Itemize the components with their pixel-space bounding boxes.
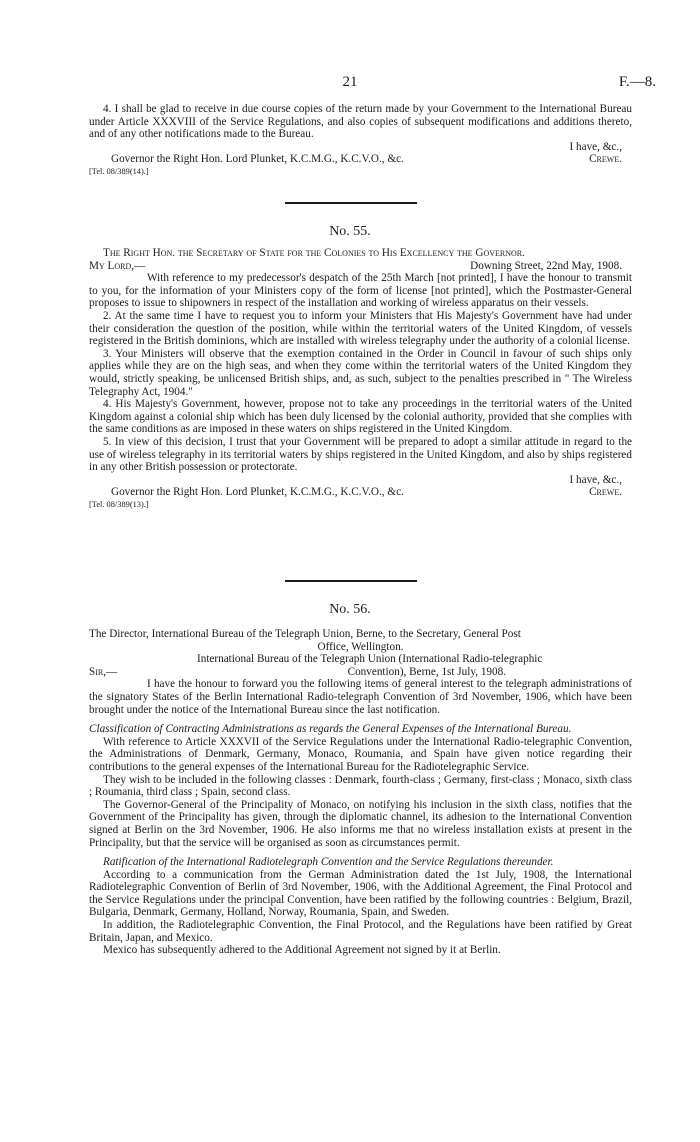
section-divider-2 (285, 580, 417, 582)
section-divider-1 (285, 202, 417, 204)
letter-56-salutation-row (89, 666, 632, 679)
letter-54-closing: I have, &c., (569, 140, 622, 153)
section-1-para-1: With reference to Article XXXVII of the Service Regulations under the International Radio-telegraphic Convention, the Administrations of Denmark, Germany, Monaco, Roumania, and Spain have given notice regarding their contributions to the general expenses of the International Bureau for the Radiotelegraphic Service. (89, 735, 632, 773)
letter-55-para-1: With reference to my predecessor's despatch of the 25th March [not printed], I have the honour to transmit to you, for the information of your Ministers copy of the form of license [not printed], which the Postmaster-General proposes to issue to shipowners in respect of the installation and working of wireless apparatus on their vessels. (89, 272, 632, 310)
letter-55-addressee: Governor the Right Hon. Lord Plunket, K.C.M.G., K.C.V.O., &c. (111, 486, 404, 499)
letter-55-salutation-row (89, 260, 632, 273)
letter-54-tel-ref: [Tel. 08/389(14).] (89, 166, 149, 176)
letter-55-salutation: My Lord,— (89, 259, 146, 272)
letter-54-addressee: Governor the Right Hon. Lord Plunket, K.C.M.G., K.C.V.O., &c. (111, 153, 404, 166)
letter-56-salutation: Sir,— (89, 665, 118, 678)
section-2-para-2: In addition, the Radiotelegraphic Convention, the Final Protocol, and the Regulations have been ratified by Great Britain, Japan, and Mexico. (89, 919, 632, 944)
letter-55-para-5: 5. In view of this decision, I trust that your Government will be prepared to adopt a similar attitude in regard to the use of wireless telegraphy in its territorial waters by ships registered in the United Kingdom, and also by ships registered in any other British possession or protectorate. (89, 435, 632, 474)
letter-55-para-2: 2. At the same time I have to request you to inform your Ministers that His Majesty's Government have had under their consideration the question of the position, while within the territorial waters of the United Kingdom, of vessels registered in the British dominions, which are installed with wireless telegraphy under the authority of a colonial license. (89, 309, 632, 348)
letter-55-closing: I have, &c., (569, 473, 622, 486)
section-1-para-2: They wish to be included in the following classes : Denmark, fourth-class ; Germany, first-class ; Monaco, sixth class ; Roumania, third class ; Spain, second class. (89, 773, 632, 799)
letter-56-intro-line-2: Office, Wellington. (317, 640, 404, 653)
letter-54-signature: Crewe. (589, 153, 622, 166)
page-number: 21 (342, 74, 358, 90)
letter-56-heading: No. 56. (329, 602, 371, 617)
letter-55-place-date: Downing Street, 22nd May, 1908. (470, 259, 622, 272)
page-reference: F.—8. (618, 74, 656, 90)
letter-55-para-3: 3. Your Ministers will observe that the exemption contained in the Order in Council in favour of such ships only applies while they are on the high seas, and when they come within the territorial waters of the United Kingdom they would, strictly speaking, be unlicensed British ships, and, as such, subject to the penalties prescribed in " The Wireless Telegraphy Act, 1904." (89, 347, 632, 398)
section-2-title: Ratification of the International Radiotelegraph Convention and the Service Regulations thereunder. (103, 856, 554, 869)
letter-55-para-4: 4. His Majesty's Government, however, propose not to take any proceedings in the territorial waters of the United Kingdom against a colonial ship which has been duly licensed by the colonial authority, provided that she complies with the same conditions as are imposed in these waters on ships registered in the United Kingdom. (89, 398, 632, 436)
letter-55-signoff-row (89, 486, 632, 499)
letter-54-para-4: 4. I shall be glad to receive in due course copies of the return made by your Government to the International Bureau under Article XXXVIII of the Service Regulations, and also copies of subsequent modifications and additions thereto, and of any other notifications made to the Bureau. (89, 103, 632, 141)
letter-56-para-1: I have the honour to forward you the following items of general interest to the telegraph administrations of the signatory States of the Berlin International Radio-telegraph Convention of 3rd November, 1906, which have been brought under the notice of the International Bureau since the last notification. (89, 678, 632, 716)
letter-56-section (89, 628, 632, 957)
section-2-para-3: Mexico has subsequently adhered to the Additional Agreement not signed by it at Berlin. (103, 944, 501, 957)
section-1-para-3: The Governor-General of the Principality of Monaco, on notifying his inclusion in the sixth class, notifies that the Government of the Principality has given, through the diplomatic channel, its adhesion to the International Convention signed at Berlin on the 3rd November, 1906. He also informs me that no wireless installation exists at present in the Principality, but that the service will be organised as soon as circumstances permit. (89, 798, 632, 849)
letter-54-signoff-row (89, 153, 632, 166)
letter-55-section (89, 247, 632, 510)
letter-56-from-line-1: International Bureau of the Telegraph Union (International Radio-telegraphic (197, 653, 543, 666)
letter-56-intro-line-1: The Director, International Bureau of the Telegraph Union, Berne, to the Secretary, General Post (89, 628, 521, 640)
letter-54-section (89, 103, 632, 177)
letter-56-from-line-2: Convention), Berne, 1st July, 1908. (347, 665, 506, 678)
section-1-title: Classification of Contracting Administrations as regards the General Expenses of the International Bureau. (89, 723, 572, 736)
letter-55-heading: No. 55. (329, 224, 371, 239)
section-2-para-1: According to a communication from the German Administration dated the 1st July, 1908, the International Radiotelegraphic Convention of Berlin of 3rd November, 1906, with the Additional Agreement, the Final Protocol and the Service Regulations under the principal Convention, have been ratified by the following countries : Belgium, Brazil, Bulgaria, Denmark, Germany, Holland, Norway, Roumania, Spain, and Sweden. (89, 868, 632, 919)
letter-55-signature: Crewe. (589, 486, 622, 499)
letter-55-tel-ref: [Tel. 08/389(13).] (89, 499, 149, 509)
letter-55-intro: The Right Hon. the Secretary of State for the Colonies to His Excellency the Governor. (103, 247, 525, 259)
